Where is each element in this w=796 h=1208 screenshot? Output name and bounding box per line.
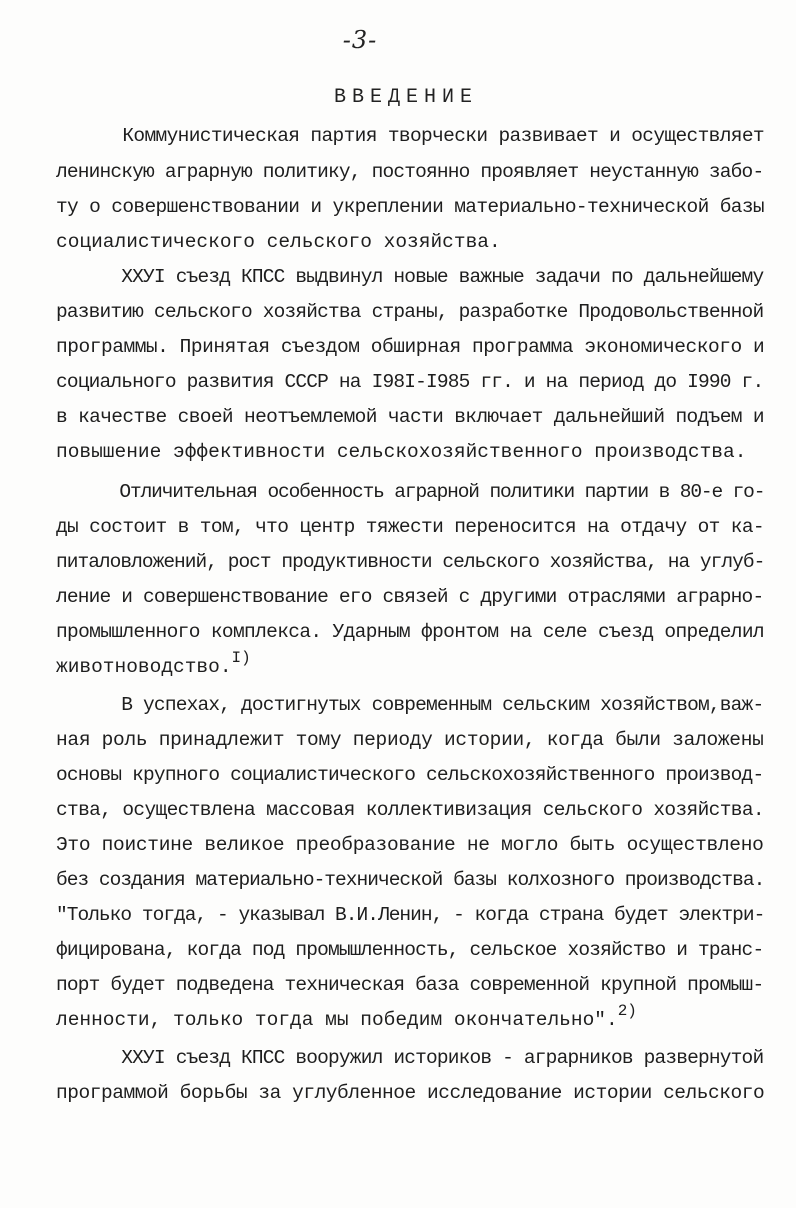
text-line: ХХУI съезд КПСС выдвинул новые важные задачи по дальнейшему — [56, 266, 764, 288]
text-line: ды состоит в том, что центр тяжести переносится на отдачу от ка- — [56, 516, 764, 538]
text-line: ту о совершенствовании и укреплении материально-технической базы — [56, 196, 764, 218]
text-line: промышленного комплекса. Ударным фронтом на селе съезд определил — [56, 621, 764, 643]
footnote-ref-2: 2) — [617, 1002, 637, 1020]
text-line: программой борьбы за углубленное исследование истории сельского — [56, 1082, 765, 1104]
line-text: ленности, только тогда мы победим окончательно". — [56, 1009, 618, 1031]
text-line: программы. Принятая съездом обширная программа экономического и — [56, 336, 765, 358]
text-line: В успехах, достигнутых современным сельским хозяйством,важ- — [56, 694, 764, 716]
text-line: развитию сельского хозяйства страны, разработке Продовольственной — [56, 301, 764, 323]
text-line: социального развития СССР на I98I-I985 гг. и на период до I990 г. — [56, 371, 764, 393]
text-line: социалистического сельского хозяйства. — [56, 231, 501, 253]
text-line: фицирована, когда под промышленность, сельское хозяйство и транс- — [56, 939, 764, 961]
text-line: порт будет подведена техническая база современной крупной промыш- — [56, 974, 764, 996]
text-line: "Только тогда, - указывал В.И.Ленин, - когда страна будет электри- — [56, 904, 765, 926]
text-line-with-footnote — [56, 649, 251, 682]
footnote-ref-1: I) — [231, 649, 251, 667]
text-line: Это поистине великое преобразование не могло быть осуществлено — [56, 834, 764, 856]
text-line: ная роль принадлежит тому периоду истории, когда были заложены — [56, 729, 764, 751]
text-line: в качестве своей неотъемлемой части включает дальнейший подъем и — [56, 406, 764, 428]
text-line: Коммунистическая партия творчески развивает и осуществляет — [56, 125, 764, 147]
page-number: -3- — [342, 26, 378, 54]
text-line: ХХУI съезд КПСС вооружил историков - аграрников развернутой — [56, 1047, 764, 1069]
text-line-with-footnote — [56, 1002, 637, 1035]
text-line: ства, осуществлена массовая коллективизация сельского хозяйства. — [56, 799, 764, 821]
text-line: без создания материально-технической базы колхозного производства. — [56, 869, 765, 891]
text-line: ление и совершенствование его связей с другими отраслями аграрно- — [56, 586, 764, 608]
text-line: Отличительная особенность аграрной политики партии в 80-е го- — [56, 481, 765, 503]
text-line: питаловложений, рост продуктивности сельского хозяйства, на углуб- — [56, 551, 765, 573]
line-text: животноводство. — [56, 656, 232, 678]
text-line: повышение эффективности сельскохозяйственного производства. — [56, 441, 747, 463]
section-heading: ВВЕДЕНИЕ — [333, 86, 478, 109]
text-line: основы крупного социалистического сельскохозяйственного производ- — [56, 764, 764, 786]
text-line: ленинскую аграрную политику, постоянно проявляет неустанную забо- — [56, 161, 764, 183]
